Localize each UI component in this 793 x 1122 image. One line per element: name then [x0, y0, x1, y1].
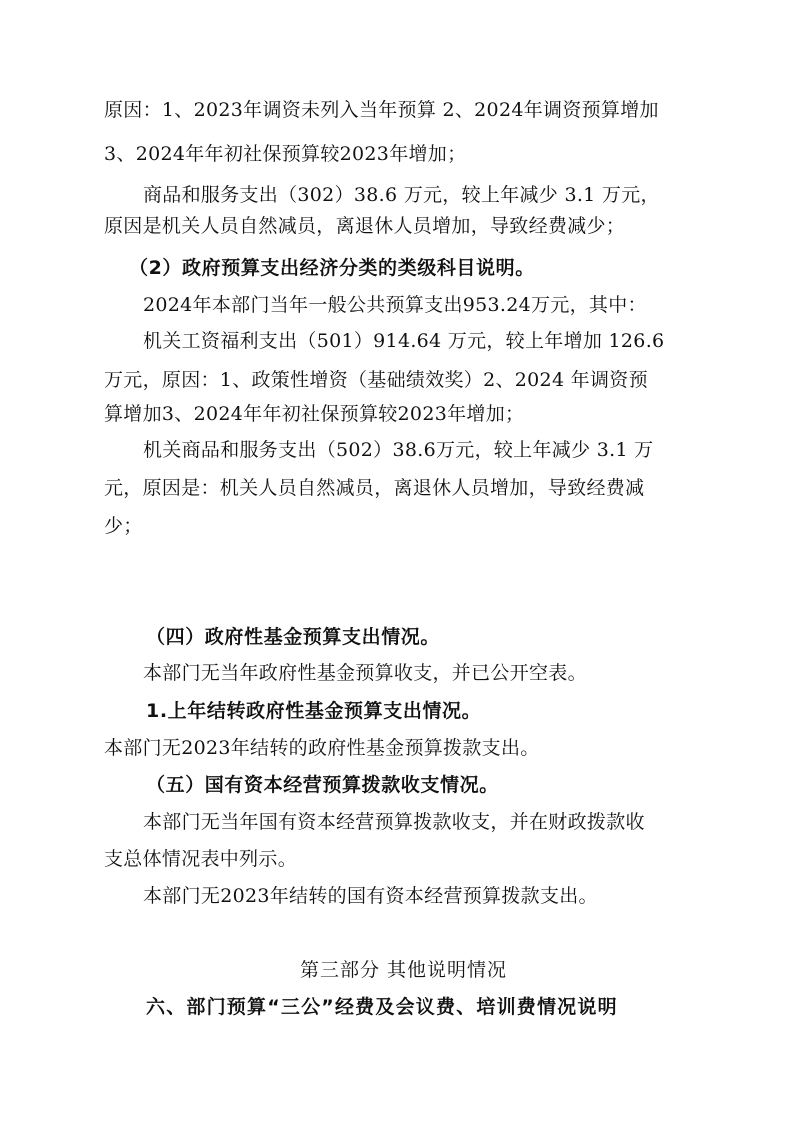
paragraph-line: 商品和服务支出（302）38.6 万元，较上年减少 3.1 万元， — [143, 184, 660, 206]
paragraph-line: 机关商品和服务支出（502）38.6万元，较上年减少 3.1 万 — [143, 439, 654, 461]
paragraph-line: 算增加3、2024年年初社保预算较2023年增加； — [104, 403, 525, 425]
paragraph-line: 原因是机关人员自然减员，离退休人员增加，导致经费减少； — [104, 215, 626, 237]
subsection-heading: 1.上年结转政府性基金预算支出情况。 — [146, 700, 482, 722]
paragraph-line: 机关工资福利支出（501）914.64 万元，较上年增加 126.6 — [143, 330, 665, 352]
paragraph-line: 少； — [104, 515, 143, 537]
subsection-heading: （2）政府预算支出经济分类的类级科目说明。 — [129, 257, 535, 279]
paragraph-line: 本部门无当年政府性基金预算收支，并已公开空表。 — [143, 662, 587, 684]
paragraph-line: 2024年本部门当年一般公共预算支出953.24万元，其中： — [143, 294, 647, 316]
paragraph-line: 元，原因是：机关人员自然减员，离退休人员增加，导致经费减 — [104, 477, 645, 499]
paragraph-line: 3、2024年年初社保预算较2023年增加； — [104, 143, 467, 165]
section-heading: （五）国有资本经营预算拨款收支情况。 — [146, 774, 499, 796]
paragraph-line: 本部门无2023年结转的政府性基金预算拨款支出。 — [104, 737, 540, 759]
paragraph-line: 万元，原因：1、政策性增资（基础绩效奖）2、2024 年调资预 — [104, 369, 648, 391]
part-title: 第三部分 其他说明情况 — [300, 959, 508, 981]
paragraph-line: 本部门无2023年结转的国有资本经营预算拨款支出。 — [143, 885, 598, 907]
section-heading: （四）政府性基金预算支出情况。 — [146, 626, 441, 648]
chapter-heading: 六、部门预算“三公”经费及会议费、培训费情况说明 — [146, 996, 618, 1018]
paragraph-line: 本部门无当年国有资本经营预算拨款收支，并在财政拨款收 — [143, 811, 645, 833]
paragraph-line: 原因：1、2023年调资未列入当年预算 2、2024年调资预算增加 — [104, 99, 659, 121]
paragraph-line: 支总体情况表中列示。 — [104, 848, 298, 870]
